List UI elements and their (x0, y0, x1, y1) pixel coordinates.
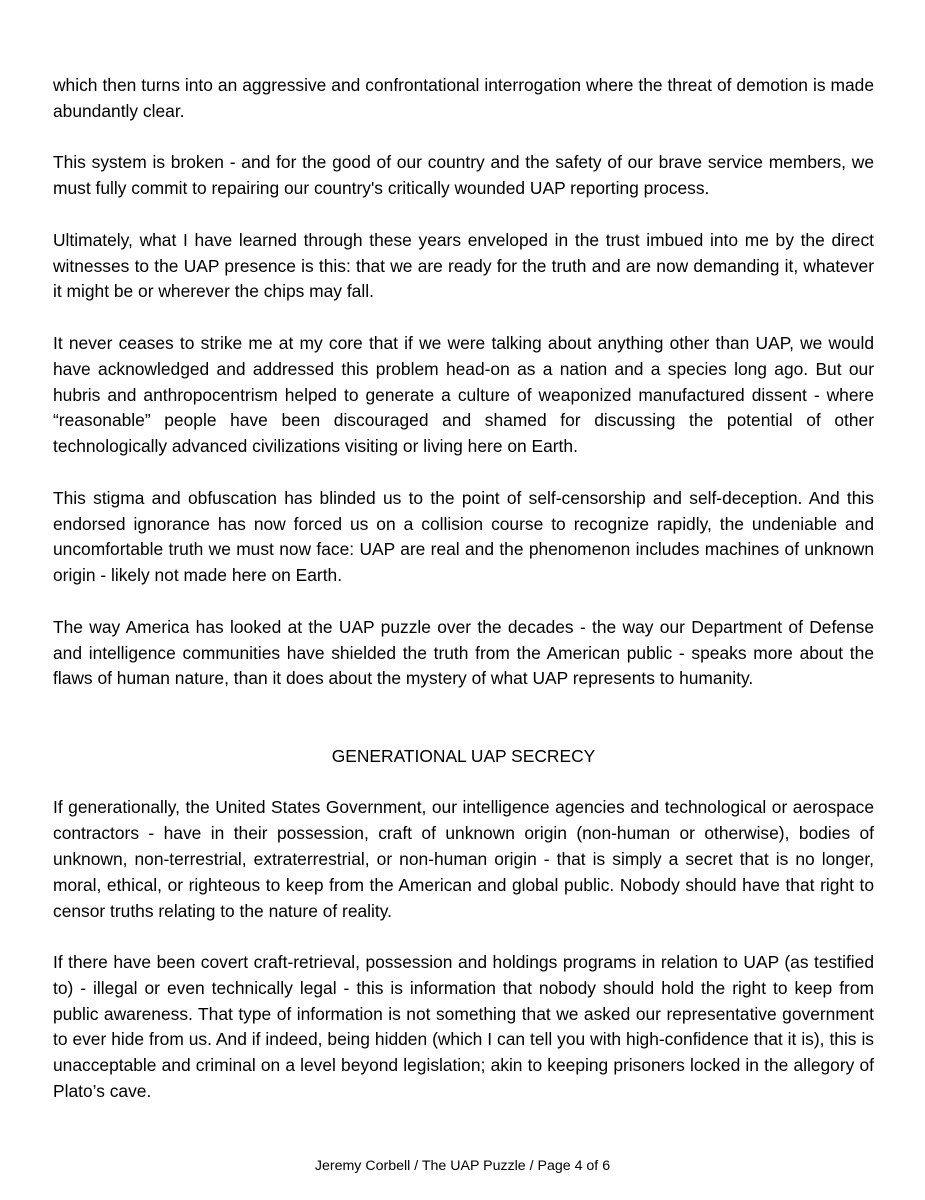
paragraph-system-broken: This system is broken - and for the good of our country and the safety of our brave service members, we must fully commit to repairing our country's critically wounded UAP reporting process. (53, 152, 874, 199)
section-heading: GENERATIONAL UAP SECRECY (331, 745, 596, 766)
paragraph-ultimately: Ultimately, what I have learned through these years enveloped in the trust imbued into me by the direct witnesses to the UAP presence is this: that we are ready for the truth and are now demanding it, whatever it might be or wherever the chips may fall. (53, 229, 874, 302)
paragraph-never-ceases: It never ceases to strike me at my core that if we were talking about anything other than UAP, we would have acknowledged and addressed this problem head-on as a nation and a species long ago. But our hubris and anthropocentrism helped to generate a culture of weaponized manufactured dissent - where “reasonable” people have been discouraged and shamed for discussing the potential of other technologically advanced civilizations visiting or living here on Earth. (53, 332, 874, 457)
paragraph-stigma: This stigma and obfuscation has blinded us to the point of self-censorship and self-deception. And this endorsed ignorance has now forced us on a collision course to recognize rapidly, the undeniable and uncomfortable truth we must now face: UAP are real and the phenomenon includes machines of unknown origin - likely not made here on Earth. (53, 487, 874, 586)
paragraph-generationally: If generationally, the United States Government, our intelligence agencies and technological or aerospace contractors - have in their possession, craft of unknown origin (non-human or otherwise), bodies of unknown, non-terrestrial, extraterrestrial, or non-human origin - that is simply a secret that is no longer, moral, ethical, or righteous to keep from the American and global public. Nobody should have that right to censor truths relating to the nature of reality. (53, 797, 874, 921)
paragraph-demotion: which then turns into an aggressive and confrontational interrogation where the threat of demotion is made abundantly clear. (53, 75, 874, 121)
paragraph-america-puzzle: The way America has looked at the UAP puzzle over the decades - the way our Department of Defense and intelligence communities have shielded the truth from the American public - speaks more about the flaws of human nature, than it does about the mystery of what UAP represents to humanity. (53, 616, 874, 689)
document-body (53, 73, 874, 1105)
page-footer: Jeremy Corbell / The UAP Puzzle / Page 4 of 6 (314, 1158, 611, 1174)
paragraph-covert-programs: If there have been covert craft-retrieval, possession and holdings programs in relation to UAP (as testified to) - illegal or even technically legal - this is information that nobody should hold the right to keep from public awareness. That type of information is not something that we asked our representative government to ever hide from us. And if indeed, being hidden (which I can tell you with high-confidence that it is), this is unacceptable and criminal on a level beyond legislation; akin to keeping prisoners locked in the allegory of Plato’s cave. (53, 952, 874, 1102)
